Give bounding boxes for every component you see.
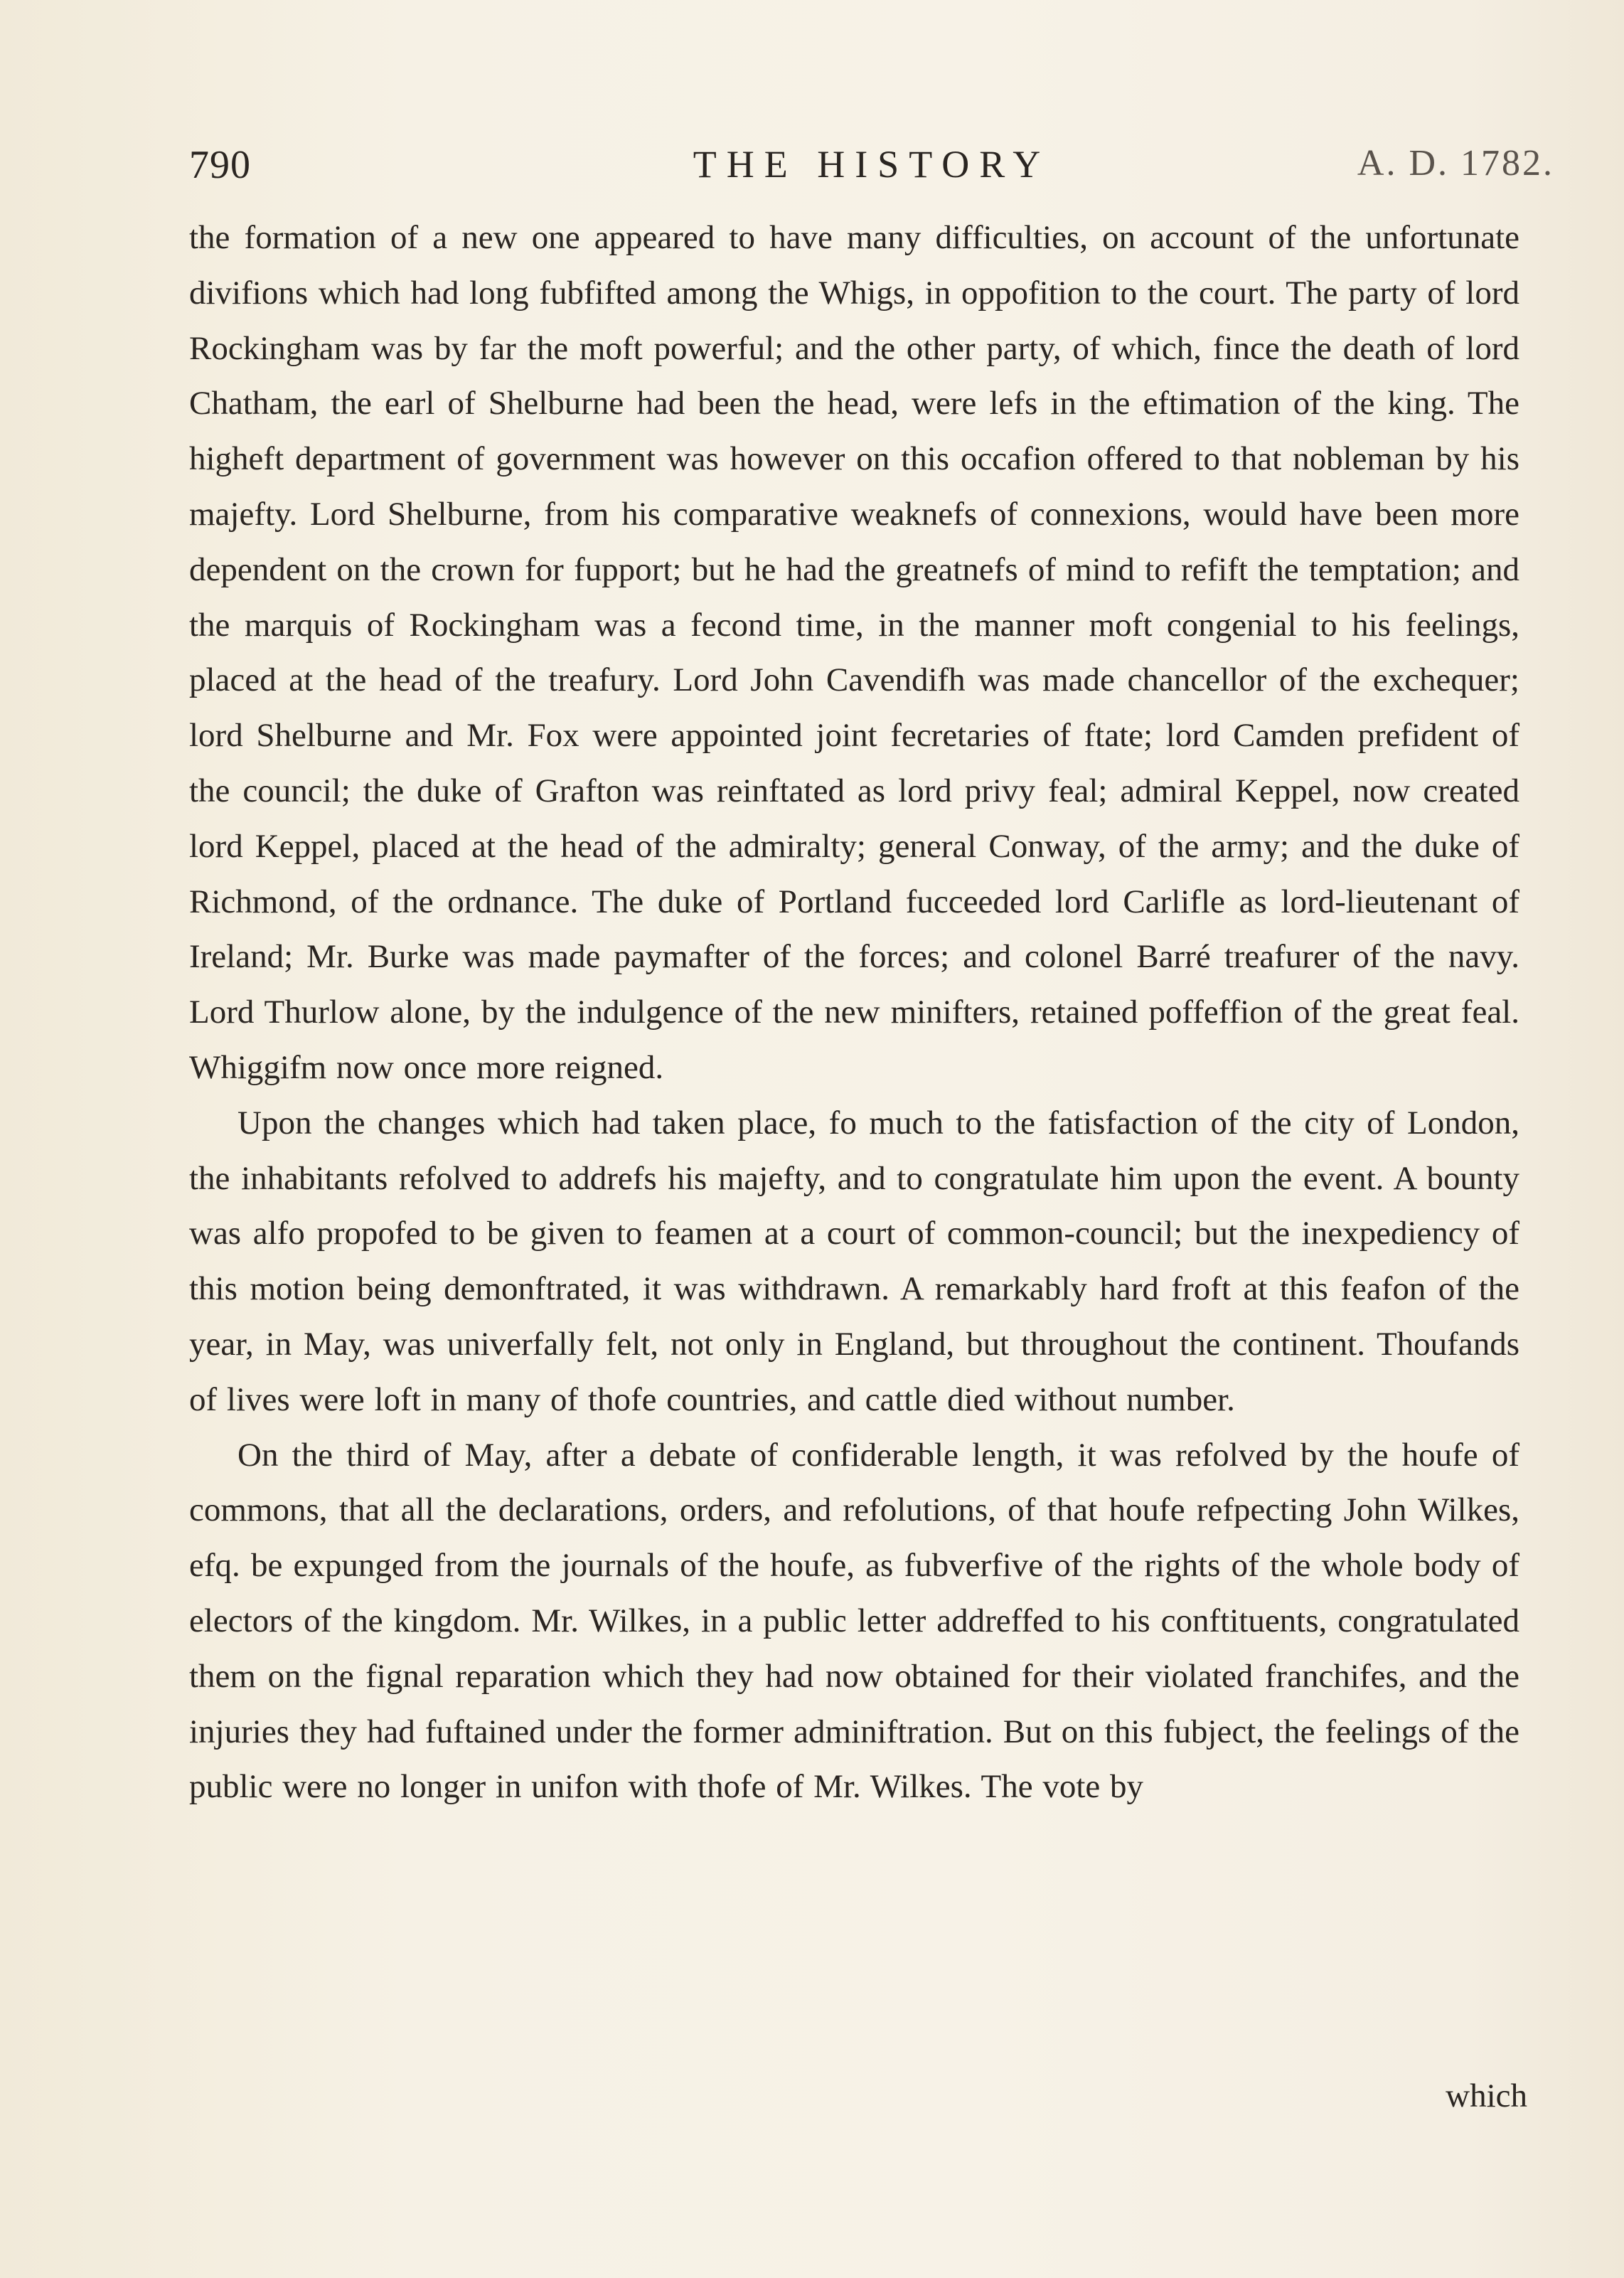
catchword: which	[1446, 2077, 1527, 2114]
page-number: 790	[189, 143, 251, 187]
paragraph-2: Upon the changes which had taken place, fo much to the fatisfaction of the city of London, the inhabitants refolved to addrefs his majefty, and to congratulate him upon the event. A bounty was alfo propofed to be given to feamen at a court of common-council; but the inexpediency of this motion being demonftrated, it was withdrawn. A remarkably hard froft at this feafon of the year, in May, was univerfally felt, not only in England, but throughout the continent. Thoufands of lives were loft in many of thofe countries, and cattle died without number.	[189, 1104, 1519, 1418]
year-marker: A. D. 1782.	[1357, 143, 1554, 183]
body-text	[189, 211, 1519, 1815]
running-title: THE HISTORY	[693, 143, 1051, 186]
page-header	[189, 142, 1554, 192]
paragraph-3: On the third of May, after a debate of confiderable length, it was refolved by the houfe of commons, that all the declarations, orders, and refolutions, of that houfe refpecting John Wilkes, efq. be expunged from the journals of the houfe, as fubverfive of the rights of the whole body of electors of the kingdom. Mr. Wilkes, in a public letter addreffed to his conftituents, congratulated them on the fignal reparation which they had now obtained for their violated franchifes, and the injuries they had fuftained under the former adminiftration. But on this fubject, the feelings of the public were no longer in unifon with thofe of Mr. Wilkes. The vote by	[189, 1436, 1519, 1806]
paragraph-1: the formation of a new one appeared to have many difficulties, on account of the unfortunate divifions which had long fubfifted among the Whigs, in oppofition to the court. The party of lord Rockingham was by far the moft powerful; and the other party, of which, fince the death of lord Chatham, the earl of Shelburne had been the head, were lefs in the eftimation of the king. The higheft department of government was however on this occafion offered to that nobleman by his majefty. Lord Shelburne, from his comparative weaknefs of connexions, would have been more dependent on the crown for fupport; but he had the greatnefs of mind to refift the temptation; and the marquis of Rockingham was a fecond time, in the manner moft congenial to his feelings, placed at the head of the treafury. Lord John Cavendifh was made chancellor of the exchequer; lord Shelburne and Mr. Fox were appointed joint fecretaries of ftate; lord Camden prefident of the council; the duke of Grafton was reinftated as lord privy feal; admiral Keppel, now created lord Keppel, placed at the head of the admiralty; general Conway, of the army; and the duke of Richmond, of the ordnance. The duke of Portland fucceeded lord Carlifle as lord-lieutenant of Ireland; Mr. Burke was made paymafter of the forces; and colonel Barré treafurer of the navy. Lord Thurlow alone, by the indulgence of the new minifters, retained poffeffion of the great feal. Whiggifm now once more reigned.	[189, 219, 1519, 1086]
